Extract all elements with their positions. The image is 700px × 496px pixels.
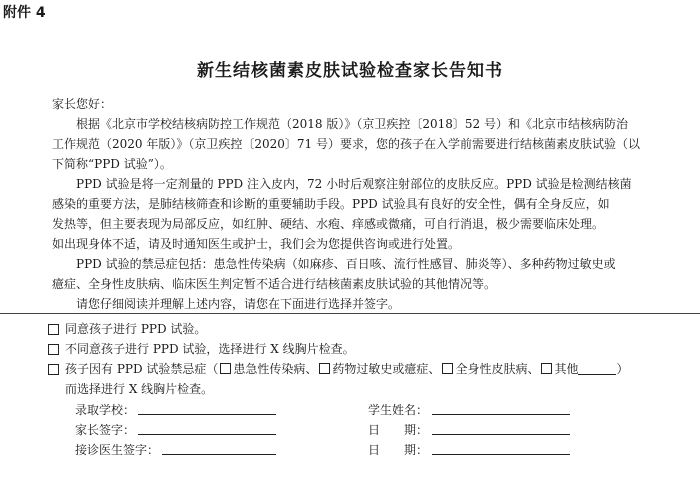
date-field-2[interactable]	[432, 440, 570, 455]
checkbox-disagree[interactable]	[48, 344, 59, 355]
parent-signature-label: 家长签字：	[75, 423, 136, 437]
paragraph-contraindication-line-2: 癔症、全身性皮肤病、临床医生判定暂不适合进行结核菌素皮肤试验的其他情况等。	[52, 277, 497, 291]
paragraph-ppd-line-2: 感染的重要方法，是肺结核筛查和诊断的重要辅助手段。PPD 试验具有良好的安全性，偶有全身反应，如	[52, 197, 610, 211]
parent-signature-field[interactable]	[138, 420, 276, 435]
option-disagree[interactable]	[48, 339, 668, 359]
paragraph-regulation-line-1: 根据《北京市学校结核病防控工作规范（2018 版）》（京卫疾控〔2018〕52 号）和《北京市结核病防治	[76, 117, 628, 131]
checkbox-acute-infection[interactable]	[220, 363, 231, 374]
document-title: 新生结核菌素皮肤试验检查家长告知书	[197, 61, 503, 81]
option-agree-label: 同意孩子进行 PPD 试验。	[65, 322, 207, 336]
paragraph-ppd-line-3: 发热等，但主要表现为局部反应，如红肿、硬结、水疱、痒感或微痛，可自行消退，极少需要临床处理。	[52, 217, 605, 231]
option-contraindication-text: 孩子因有 PPD 试验禁忌症（ 患急性传染病、 药物过敏史或癔症、 全身性皮肤病、 其他 ） 而选择进行 X 线胸片检查。	[65, 362, 629, 396]
paragraph-regulation-line-2: 工作规范（2020 年版）》（京卫疾控〔2020〕71 号）要求，您的孩子在入学前需要进行结核菌素皮肤试验（以	[52, 137, 640, 151]
option-contraindication[interactable]	[48, 359, 668, 399]
attachment-label: 附件 4	[3, 5, 46, 21]
date-field-1[interactable]	[432, 420, 570, 435]
date-label-2: 日 期：	[368, 443, 429, 457]
paragraph-contraindication-line-1: PPD 试验的禁忌症包括：患急性传染病（如麻疹、百日咳、流行性感冒、肺炎等）、多种药物过敏史或	[76, 257, 616, 271]
doctor-signature-label: 接诊医生签字：	[75, 443, 160, 457]
school-field[interactable]	[138, 400, 276, 415]
paragraph-instruction: 请您仔细阅读并理解上述内容，请您在下面进行选择并签字。	[76, 297, 401, 311]
checkbox-agree[interactable]	[48, 324, 59, 335]
consent-options	[48, 319, 668, 399]
option-disagree-label: 不同意孩子进行 PPD 试验，选择进行 X 线胸片检查。	[65, 342, 355, 356]
notice-body	[52, 94, 660, 314]
paragraph-ppd-line-1: PPD 试验是将一定剂量的 PPD 注入皮内，72 小时后观察注射部位的皮肤反应。PPD 试验是检测结核菌	[76, 177, 632, 191]
school-label: 录取学校：	[75, 403, 136, 417]
checkbox-other[interactable]	[541, 363, 552, 374]
student-name-label: 学生姓名：	[368, 403, 429, 417]
paragraph-ppd-line-4: 如出现身体不适，请及时通知医生或护士，我们会为您提供咨询或进行处置。	[52, 237, 461, 251]
option-contraindication-line-2: 而选择进行 X 线胸片检查。	[65, 382, 214, 396]
option-agree[interactable]	[48, 319, 668, 339]
checkbox-skin-disease[interactable]	[442, 363, 453, 374]
paragraph-regulation-line-3: 下简称“PPD 试验”）。	[52, 157, 172, 171]
other-reason-field[interactable]	[578, 362, 616, 375]
student-name-field[interactable]	[432, 400, 570, 415]
section-divider	[0, 313, 700, 314]
signature-section	[0, 400, 700, 460]
date-label-1: 日 期：	[368, 423, 429, 437]
checkbox-drug-allergy[interactable]	[319, 363, 330, 374]
greeting: 家长您好：	[52, 97, 113, 111]
checkbox-contraindication[interactable]	[48, 364, 59, 375]
doctor-signature-field[interactable]	[162, 440, 276, 455]
